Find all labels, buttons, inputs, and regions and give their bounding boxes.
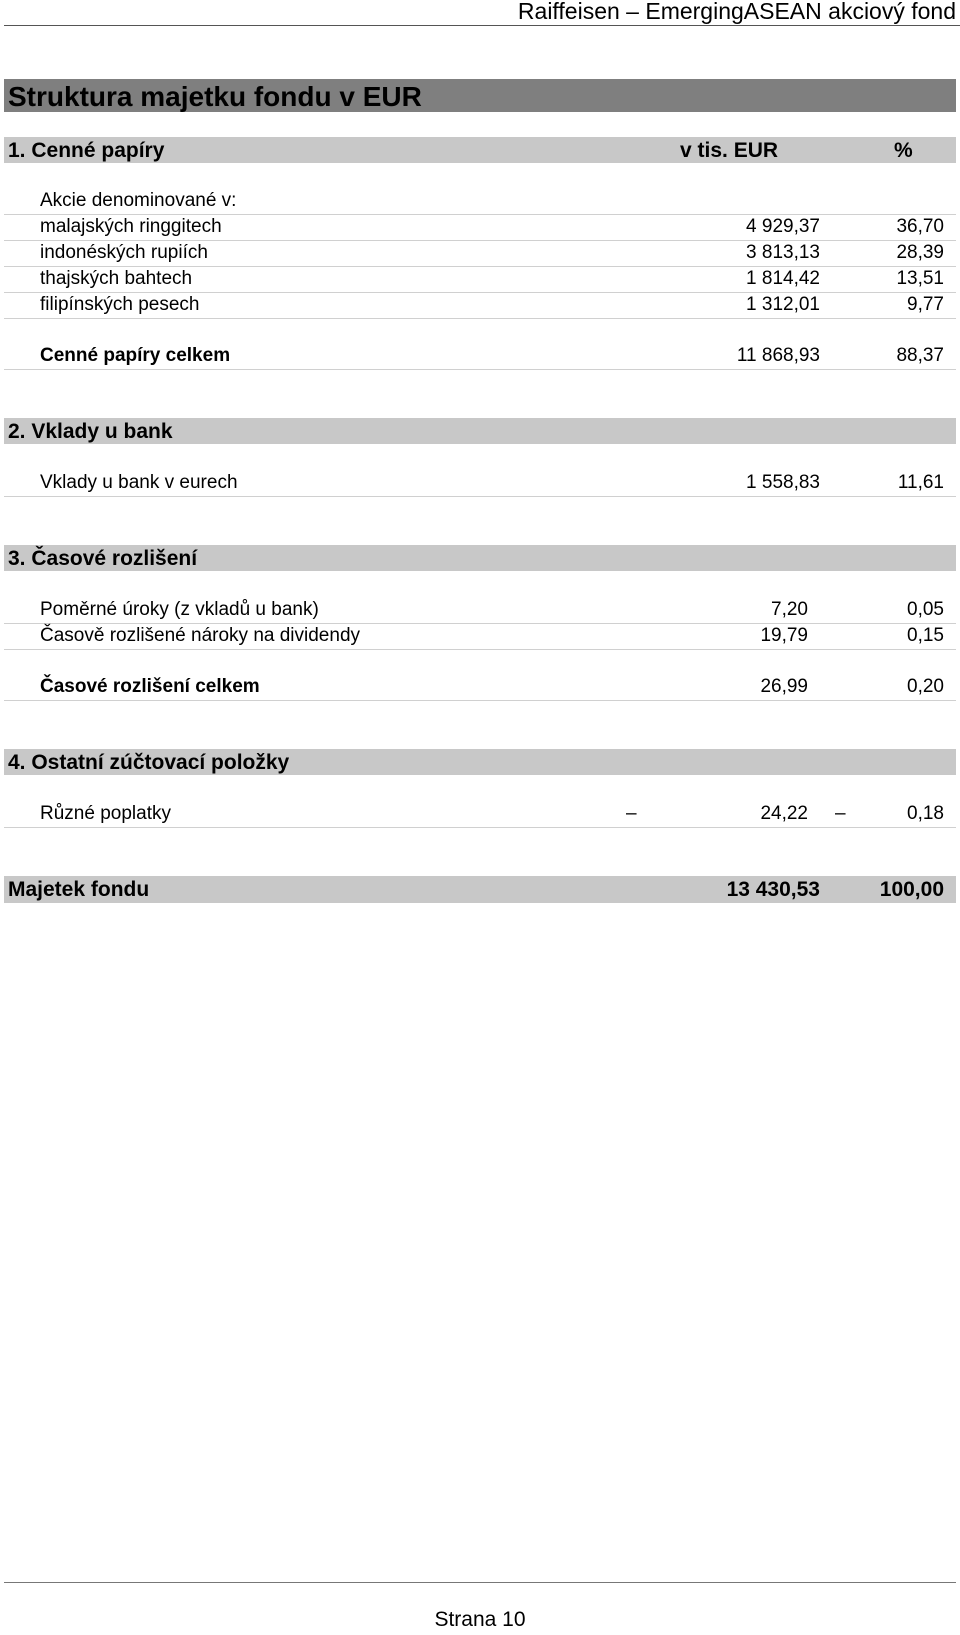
document-header-title: Raiffeisen – EmergingASEAN akciový fond bbox=[517, 0, 956, 24]
subtotal-row bbox=[4, 674, 956, 701]
section-title: 1. Cenné papíry bbox=[8, 139, 165, 162]
row-percent: 0,18 bbox=[907, 803, 944, 824]
page-number: Strana 10 bbox=[434, 1608, 526, 1631]
row-value: 19,79 bbox=[760, 625, 808, 646]
row-value: 1 312,01 bbox=[746, 294, 820, 315]
row-percent: 11,61 bbox=[897, 472, 944, 493]
section-heading-other-items bbox=[4, 749, 956, 775]
table-row bbox=[4, 597, 956, 624]
table-row bbox=[4, 240, 956, 267]
row-percent: 0,05 bbox=[907, 599, 944, 620]
section-heading-deposits bbox=[4, 418, 956, 444]
table-row bbox=[4, 292, 956, 319]
footer-divider bbox=[4, 1582, 956, 1583]
column-header-percent: % bbox=[894, 139, 913, 162]
row-value: 7,20 bbox=[771, 599, 808, 620]
row-label: Majetek fondu bbox=[8, 878, 150, 901]
row-percent: 28,39 bbox=[896, 242, 944, 263]
minus-sign: – bbox=[626, 803, 637, 824]
row-percent: 0,15 bbox=[907, 625, 944, 646]
row-label: malajských ringgitech bbox=[40, 216, 222, 237]
row-label: filipínských pesech bbox=[40, 294, 200, 315]
row-value: 1 558,83 bbox=[746, 472, 820, 493]
section-title: 3. Časové rozlišení bbox=[8, 547, 198, 570]
row-label: Časově rozlišené nároky na dividendy bbox=[40, 625, 361, 646]
row-percent: 88,37 bbox=[896, 345, 944, 366]
row-value: 11 868,93 bbox=[736, 345, 820, 366]
section-heading-securities bbox=[4, 137, 956, 163]
subtotal-row bbox=[4, 343, 956, 370]
table-row bbox=[4, 470, 956, 497]
row-label: indonéských rupiích bbox=[40, 242, 208, 263]
row-value: 26,99 bbox=[760, 676, 808, 697]
row-percent: 100,00 bbox=[879, 878, 944, 901]
table-row bbox=[4, 801, 956, 828]
row-label: Vklady u bank v eurech bbox=[40, 472, 238, 493]
row-label: Akcie denominované v: bbox=[40, 190, 237, 211]
column-header-unit: v tis. EUR bbox=[680, 139, 779, 162]
table-row bbox=[4, 214, 956, 241]
row-label: Cenné papíry celkem bbox=[40, 345, 231, 366]
table-row bbox=[4, 266, 956, 293]
row-label: thajských bahtech bbox=[40, 268, 193, 289]
row-percent: 13,51 bbox=[896, 268, 944, 289]
row-label: Časové rozlišení celkem bbox=[40, 676, 260, 697]
group-label-row bbox=[4, 188, 956, 215]
row-value: 4 929,37 bbox=[746, 216, 820, 237]
table-row bbox=[4, 623, 956, 650]
page-title: Struktura majetku fondu v EUR bbox=[4, 79, 956, 112]
row-percent: 9,77 bbox=[907, 294, 944, 315]
row-value: 3 813,13 bbox=[746, 242, 820, 263]
header-divider bbox=[4, 25, 960, 26]
row-value: 24,22 bbox=[760, 803, 808, 824]
row-label: Různé poplatky bbox=[40, 803, 171, 824]
row-value: 13 430,53 bbox=[726, 878, 820, 901]
row-value: 1 814,42 bbox=[746, 268, 820, 289]
section-heading-accruals bbox=[4, 545, 956, 571]
section-title: 2. Vklady u bank bbox=[8, 420, 173, 443]
row-percent: 36,70 bbox=[896, 216, 944, 237]
minus-sign: – bbox=[835, 803, 846, 824]
section-title: 4. Ostatní zúčtovací položky bbox=[8, 751, 290, 774]
row-label: Poměrné úroky (z vkladů u bank) bbox=[40, 599, 319, 620]
row-percent: 0,20 bbox=[907, 676, 944, 697]
grand-total-row bbox=[4, 876, 956, 903]
